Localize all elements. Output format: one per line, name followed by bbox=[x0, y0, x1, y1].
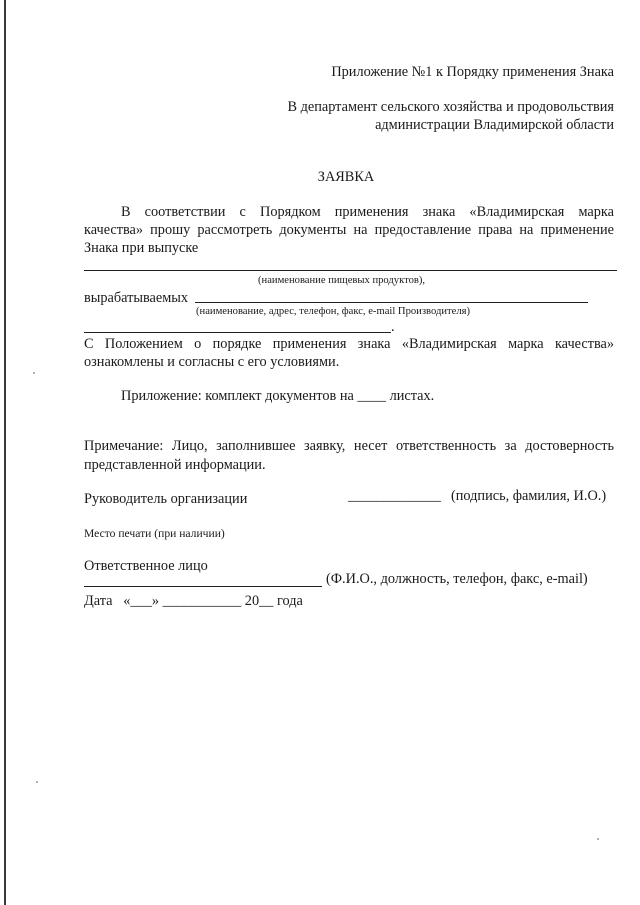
attachment-pages-blank[interactable]: ____ bbox=[357, 388, 387, 404]
date-label: Дата bbox=[84, 593, 113, 609]
date-close-quote: » bbox=[151, 593, 159, 609]
date-month-blank[interactable]: ___________ bbox=[162, 593, 242, 609]
date-line bbox=[84, 593, 303, 610]
scan-speck bbox=[597, 838, 599, 840]
produced-label: вырабатываемых bbox=[84, 290, 189, 306]
responsible-input-line[interactable] bbox=[84, 586, 322, 587]
document-title: ЗАЯВКА bbox=[317, 169, 375, 185]
intro-line-2: качества» прошу рассмотреть документы на предоставление права на применение bbox=[84, 222, 614, 238]
responsible-label: Ответственное лицо bbox=[84, 558, 208, 574]
appendix-line: Приложение №1 к Порядку применения Знака bbox=[331, 64, 614, 80]
attachment-prefix: Приложение: комплект документов на bbox=[121, 388, 354, 404]
signature-hint: (подпись, фамилия, И.О.) bbox=[451, 488, 607, 504]
note-line-2: представленной информации. bbox=[84, 457, 266, 473]
products-hint: (наименование пищевых продуктов), bbox=[258, 275, 426, 286]
responsible-hint: (Ф.И.О., должность, телефон, факс, e-mail) bbox=[326, 571, 588, 587]
attachment-line bbox=[121, 388, 434, 405]
attachment-suffix: листах. bbox=[389, 388, 435, 404]
date-open-quote: « bbox=[123, 593, 131, 609]
addressee-line-2: администрации Владимирской области bbox=[375, 117, 614, 133]
scan-left-edge bbox=[4, 0, 6, 905]
signature-label: Руководитель организации bbox=[84, 491, 248, 507]
signature-blank[interactable]: _____________ bbox=[348, 488, 441, 504]
date-suffix: года bbox=[276, 593, 303, 609]
note-line-1: Примечание: Лицо, заполнившее заявку, несет ответственность за достоверность bbox=[84, 438, 614, 454]
scan-speck bbox=[33, 372, 35, 374]
scan-speck bbox=[36, 781, 38, 783]
date-day-blank[interactable]: ___ bbox=[130, 593, 152, 609]
agreement-line-2: ознакомлены и согласны с его условиями. bbox=[84, 354, 340, 370]
addressee-line-1: В департамент сельского хозяйства и продовольствия bbox=[287, 99, 614, 115]
intro-line-1: В соответствии с Порядком применения знака «Владимирская марка bbox=[121, 204, 614, 220]
date-year-prefix: 20 bbox=[244, 593, 260, 609]
producer-input-line[interactable] bbox=[195, 302, 588, 303]
intro-line-3: Знака при выпуске bbox=[84, 240, 199, 256]
products-input-line[interactable] bbox=[84, 270, 617, 271]
producer-hint: (наименование, адрес, телефон, факс, e-mail Производителя) bbox=[196, 306, 471, 317]
date-year-blank[interactable]: __ bbox=[259, 593, 274, 609]
producer-end: . bbox=[391, 319, 395, 335]
agreement-line-1: С Положением о порядке применения знака «Владимирская марка качества» bbox=[84, 336, 614, 352]
seal-label: Место печати (при наличии) bbox=[84, 527, 225, 540]
producer-continuation-line[interactable] bbox=[84, 332, 391, 333]
